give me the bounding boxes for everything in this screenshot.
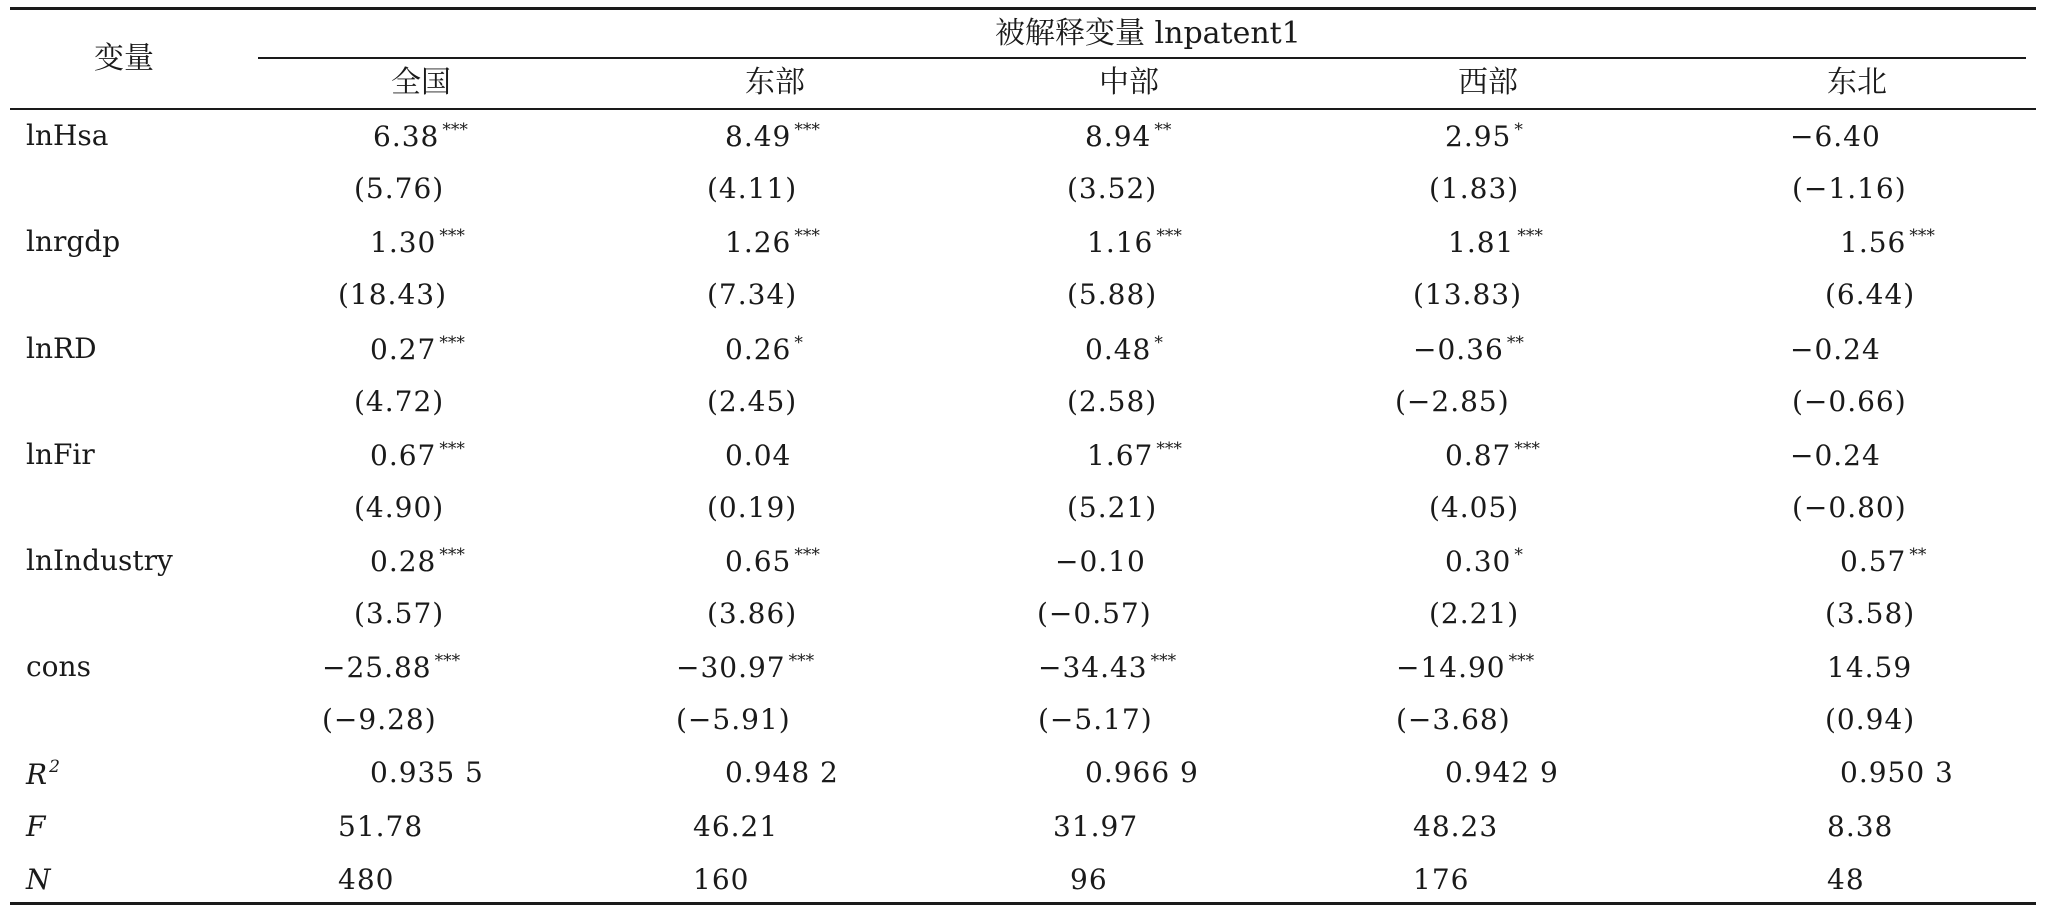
significance-stars: *** — [439, 226, 465, 246]
coef-value: 0.27 — [370, 333, 437, 366]
coef-cell — [370, 441, 465, 470]
n-value: 48 — [1827, 863, 1865, 896]
coef-cell — [1790, 122, 1884, 151]
coef-value: 0.87 — [1445, 439, 1512, 472]
r2-value: 0.948 2 — [725, 756, 839, 789]
n-value: 176 — [1413, 863, 1470, 896]
significance-stars: *** — [1156, 226, 1182, 246]
column-header-national: 全国 — [391, 65, 451, 100]
significance-stars: *** — [439, 545, 465, 565]
coef-cell — [373, 122, 468, 151]
t-stat-cell: (5.88) — [1067, 278, 1158, 311]
coef-cell — [725, 441, 794, 470]
coef-value: 0.26 — [725, 333, 792, 366]
coef-cell — [725, 122, 820, 151]
coef-cell — [1396, 653, 1534, 682]
stat-label-r: R — [26, 758, 48, 791]
coef-cell — [1087, 441, 1182, 470]
coef-cell — [725, 228, 820, 257]
row-label-cons: cons — [26, 650, 91, 683]
coef-value: −34.43 — [1038, 651, 1148, 684]
coef-value: −30.97 — [676, 651, 786, 684]
stat-label-r-superscript: 2 — [49, 757, 60, 777]
t-stat-cell: (−5.17) — [1038, 703, 1153, 736]
coef-cell — [1445, 547, 1523, 576]
t-stat-cell: (4.90) — [354, 491, 445, 524]
t-stat-cell: (−9.28) — [322, 703, 437, 736]
coef-value: 0.57 — [1840, 545, 1907, 578]
coef-cell — [1085, 335, 1163, 364]
coef-value: 8.94 — [1085, 120, 1152, 153]
coef-value: 0.65 — [725, 545, 792, 578]
t-stat-cell: (1.83) — [1429, 172, 1520, 205]
t-stat-cell: (2.21) — [1429, 597, 1520, 630]
coef-value: 1.67 — [1087, 439, 1154, 472]
significance-stars: *** — [788, 651, 815, 671]
coef-cell — [1448, 228, 1543, 257]
coef-cell — [1827, 653, 1915, 682]
t-stat-cell: (0.94) — [1825, 703, 1916, 736]
t-stat-cell: (6.44) — [1825, 278, 1916, 311]
t-stat-cell: (−3.68) — [1396, 703, 1511, 736]
top-rule — [10, 7, 2036, 10]
column-header-northeast: 东北 — [1827, 65, 1887, 100]
coef-value: 0.28 — [370, 545, 437, 578]
n-value: 480 — [338, 863, 395, 896]
t-stat-cell: (5.21) — [1067, 491, 1158, 524]
group-rule — [258, 57, 2026, 59]
coef-cell — [1087, 228, 1182, 257]
coef-value: −0.10 — [1055, 545, 1146, 578]
significance-stars: * — [1514, 545, 1523, 565]
t-stat-cell: (4.72) — [354, 385, 445, 418]
coef-value: −25.88 — [322, 651, 432, 684]
t-stat-cell: (18.43) — [338, 278, 448, 311]
f-value: 46.21 — [693, 810, 779, 843]
significance-stars: * — [794, 333, 803, 353]
t-stat-cell: (2.45) — [707, 385, 798, 418]
significance-stars: *** — [794, 226, 820, 246]
coef-cell — [1445, 441, 1540, 470]
coef-value: 14.59 — [1827, 651, 1913, 684]
significance-stars: *** — [1514, 439, 1540, 459]
significance-stars: * — [1514, 120, 1523, 140]
row-label-lnindustry: lnIndustry — [26, 544, 173, 577]
significance-stars: ** — [1154, 120, 1172, 140]
significance-stars: *** — [1508, 651, 1535, 671]
t-stat-cell: (−0.57) — [1037, 597, 1152, 630]
coef-cell — [1790, 441, 1884, 470]
coef-value: 1.81 — [1448, 226, 1515, 259]
coef-cell — [1840, 228, 1935, 257]
r2-value: 0.950 3 — [1840, 756, 1954, 789]
coef-value: −0.24 — [1790, 439, 1881, 472]
coef-value: 1.26 — [725, 226, 792, 259]
dependent-variable-header: 被解释变量 lnpatent1 — [995, 16, 1301, 51]
coef-cell — [1085, 122, 1171, 151]
significance-stars: *** — [1150, 651, 1177, 671]
t-stat-cell: (−0.80) — [1792, 491, 1907, 524]
coef-cell — [1790, 335, 1884, 364]
significance-stars: *** — [439, 439, 465, 459]
significance-stars: *** — [434, 651, 461, 671]
t-stat-cell: (0.19) — [707, 491, 798, 524]
coef-value: −0.24 — [1790, 333, 1881, 366]
coef-cell — [370, 547, 465, 576]
significance-stars: *** — [442, 120, 468, 140]
significance-stars: *** — [1909, 226, 1935, 246]
coef-value: 6.38 — [373, 120, 440, 153]
coef-cell — [1055, 547, 1149, 576]
row-label-lnfir: lnFir — [26, 438, 95, 471]
coef-cell — [725, 547, 820, 576]
stat-label-r2 — [26, 759, 60, 789]
coef-cell — [1413, 335, 1524, 364]
t-stat-cell: (−2.85) — [1395, 385, 1510, 418]
significance-stars: ** — [1909, 545, 1927, 565]
significance-stars: *** — [794, 545, 820, 565]
t-stat-cell: (13.83) — [1413, 278, 1523, 311]
coef-cell — [1840, 547, 1926, 576]
coef-cell — [1445, 122, 1523, 151]
coef-value: 0.67 — [370, 439, 437, 472]
f-value: 51.78 — [338, 810, 424, 843]
coef-value: 1.16 — [1087, 226, 1154, 259]
coef-value: 8.49 — [725, 120, 792, 153]
coef-cell — [322, 653, 460, 682]
coef-value: 0.48 — [1085, 333, 1152, 366]
t-stat-cell: (3.86) — [707, 597, 798, 630]
coef-cell — [1038, 653, 1176, 682]
coef-cell — [370, 228, 465, 257]
row-label-lnrd: lnRD — [26, 332, 97, 365]
coef-cell — [370, 335, 465, 364]
variable-header: 变量 — [94, 41, 154, 76]
significance-stars: ** — [1506, 333, 1524, 353]
row-label-lnrgdp: lnrgdp — [26, 225, 121, 258]
significance-stars: *** — [439, 333, 465, 353]
coef-cell — [725, 335, 803, 364]
stat-label-n: N — [26, 863, 51, 896]
t-stat-cell: (5.76) — [354, 172, 445, 205]
t-stat-cell: (3.58) — [1825, 597, 1916, 630]
t-stat-cell: (2.58) — [1067, 385, 1158, 418]
significance-stars: *** — [794, 120, 820, 140]
column-header-central: 中部 — [1099, 65, 1159, 100]
significance-stars: * — [1154, 333, 1163, 353]
f-value: 31.97 — [1053, 810, 1139, 843]
n-value: 96 — [1070, 863, 1108, 896]
coef-value: 0.30 — [1445, 545, 1512, 578]
coef-cell — [676, 653, 814, 682]
n-value: 160 — [693, 863, 750, 896]
t-stat-cell: (3.57) — [354, 597, 445, 630]
row-label-lnhsa: lnHsa — [26, 119, 109, 152]
coef-value: −6.40 — [1790, 120, 1881, 153]
bottom-rule — [10, 902, 2036, 905]
coef-value: 1.56 — [1840, 226, 1907, 259]
column-header-west: 西部 — [1458, 65, 1518, 100]
coef-value: −14.90 — [1396, 651, 1506, 684]
t-stat-cell: (−0.66) — [1792, 385, 1907, 418]
f-value: 8.38 — [1827, 810, 1894, 843]
coef-value: 0.04 — [725, 439, 792, 472]
coef-value: 2.95 — [1445, 120, 1512, 153]
t-stat-cell: (4.05) — [1429, 491, 1520, 524]
t-stat-cell: (3.52) — [1067, 172, 1158, 205]
significance-stars: *** — [1156, 439, 1182, 459]
column-header-east: 东部 — [745, 65, 805, 100]
coef-value: 1.30 — [370, 226, 437, 259]
significance-stars: *** — [1517, 226, 1543, 246]
stat-label-f: F — [26, 810, 46, 843]
r2-value: 0.966 9 — [1085, 756, 1199, 789]
coef-value: −0.36 — [1413, 333, 1504, 366]
t-stat-cell: (7.34) — [707, 278, 798, 311]
header-rule — [10, 108, 2036, 110]
t-stat-cell: (−5.91) — [676, 703, 791, 736]
t-stat-cell: (4.11) — [707, 172, 798, 205]
r2-value: 0.942 9 — [1445, 756, 1559, 789]
r2-value: 0.935 5 — [370, 756, 484, 789]
t-stat-cell: (−1.16) — [1792, 172, 1907, 205]
f-value: 48.23 — [1413, 810, 1499, 843]
